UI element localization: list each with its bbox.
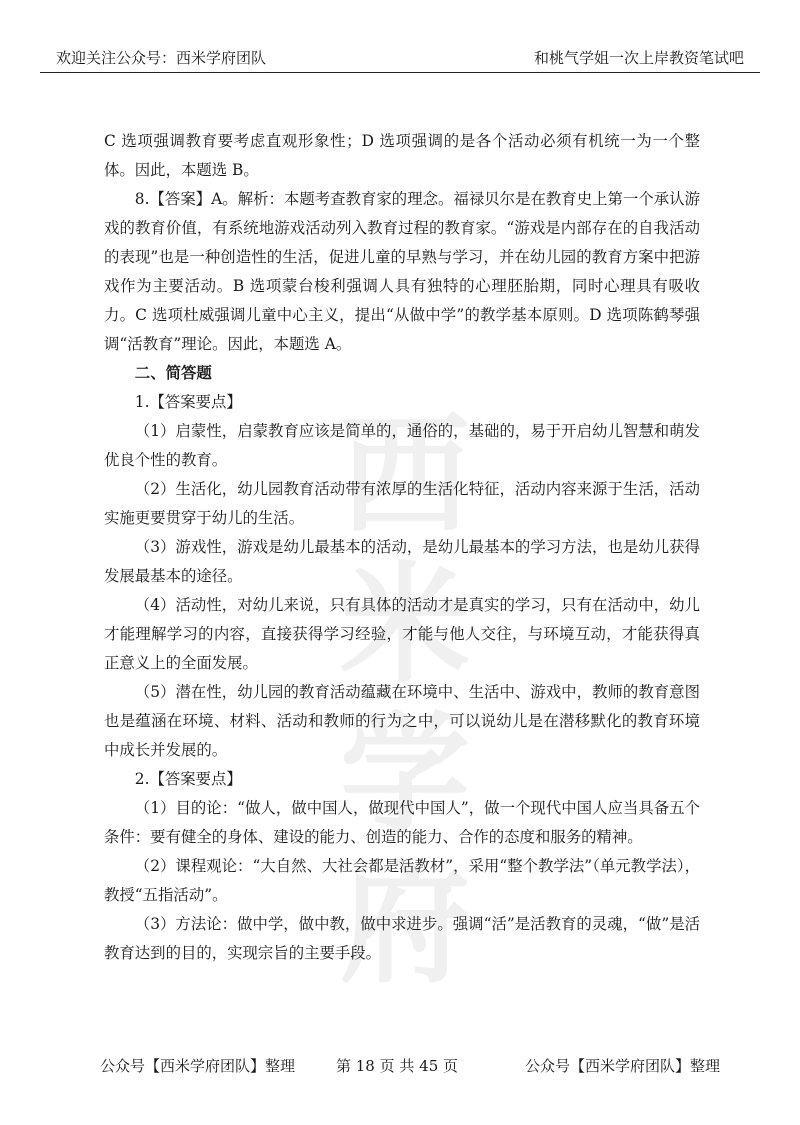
answer-1-point-1: （1）启蒙性，启蒙教育应该是简单的，通俗的，基础的，易于开启幼儿智慧和萌发优良个性的教育。 bbox=[104, 422, 700, 469]
answer-2-point-2: （2）课程观论：“大自然、大社会都是活教材”，采用“整个教学法”（单元教学法），教授“五指活动”。 bbox=[104, 857, 700, 904]
header-left-text: 欢迎关注公众号：西米学府团队 bbox=[56, 49, 267, 67]
answer-2-title: 2.【答案要点】 bbox=[134, 770, 242, 788]
answer-2-point-3: （3）方法论：做中学，做中教，做中求进步。强调“活”是活教育的灵魂，“做”是活教育达到的目的，实现宗旨的主要手段。 bbox=[104, 915, 700, 962]
document-body bbox=[104, 127, 700, 1001]
page-header bbox=[40, 42, 760, 73]
footer-left-text: 公众号【西米学府团队】整理 bbox=[100, 1057, 296, 1075]
answer-1-point-3: （3）游戏性，游戏是幼儿最基本的活动，是幼儿最基本的学习方法，也是幼儿获得发展最基本的途径。 bbox=[104, 538, 700, 585]
answer-1-point-2: （2）生活化，幼儿园教育活动带有浓厚的生活化特征，活动内容来源于生活，活动实施更要贯穿于幼儿的生活。 bbox=[104, 480, 700, 527]
answer-1-point-4: （4）活动性，对幼儿来说，只有具体的活动才是真实的学习，只有在活动中，幼儿才能理解学习的内容，直接获得学习经验，才能与他人交往，与环境互动，才能获得真正意义上的全面发展。 bbox=[104, 596, 700, 672]
section-heading: 二、简答题 bbox=[134, 364, 212, 382]
answer-8: 8.【答案】A。解析：本题考查教育家的理念。福禄贝尔是在教育史上第一个承认游戏的教育价值，有系统地游戏活动列入教育过程的教育家。“游戏是内部存在的自我活动的表现”也是一种创造性的生活，促进儿童的早熟与学习，并在幼儿园的教育方案中把游戏作为主要活动。B 选项蒙台梭利强调人具有独特的心理胚胎期，同时心理具有吸收力。C 选项杜威强调儿童中心主义，提出“从做中学”的教学基本原则。D 选项陈鹤琴强调“活教育”理论。因此，本题选 A。 bbox=[104, 190, 700, 353]
page-number: 第 18 页 共 45 页 bbox=[336, 1057, 459, 1075]
header-right-text: 和桃气学姐一次上岸教资笔试吧 bbox=[533, 49, 744, 67]
paragraph: C 选项强调教育要考虑直观形象性；D 选项强调的是各个活动必须有机统一为一个整体。因此，本题选 B。 bbox=[104, 132, 700, 179]
answer-1-point-5: （5）潜在性，幼儿园的教育活动蕴藏在环境中、生活中、游戏中，教师的教育意图也是蕴涵在环境、材料、活动和教师的行为之中，可以说幼儿是在潜移默化的教育环境中成长并发展的。 bbox=[104, 683, 700, 759]
answer-1-title: 1.【答案要点】 bbox=[134, 393, 242, 411]
footer-right-text: 公众号【西米学府团队】整理 bbox=[524, 1057, 720, 1075]
answer-2-point-1: （1）目的论：“做人，做中国人，做现代中国人”，做一个现代中国人应当具备五个条件：要有健全的身体、建设的能力、创造的能力、合作的态度和服务的精神。 bbox=[104, 799, 700, 846]
watermark: 西米学府 bbox=[339, 399, 470, 1001]
